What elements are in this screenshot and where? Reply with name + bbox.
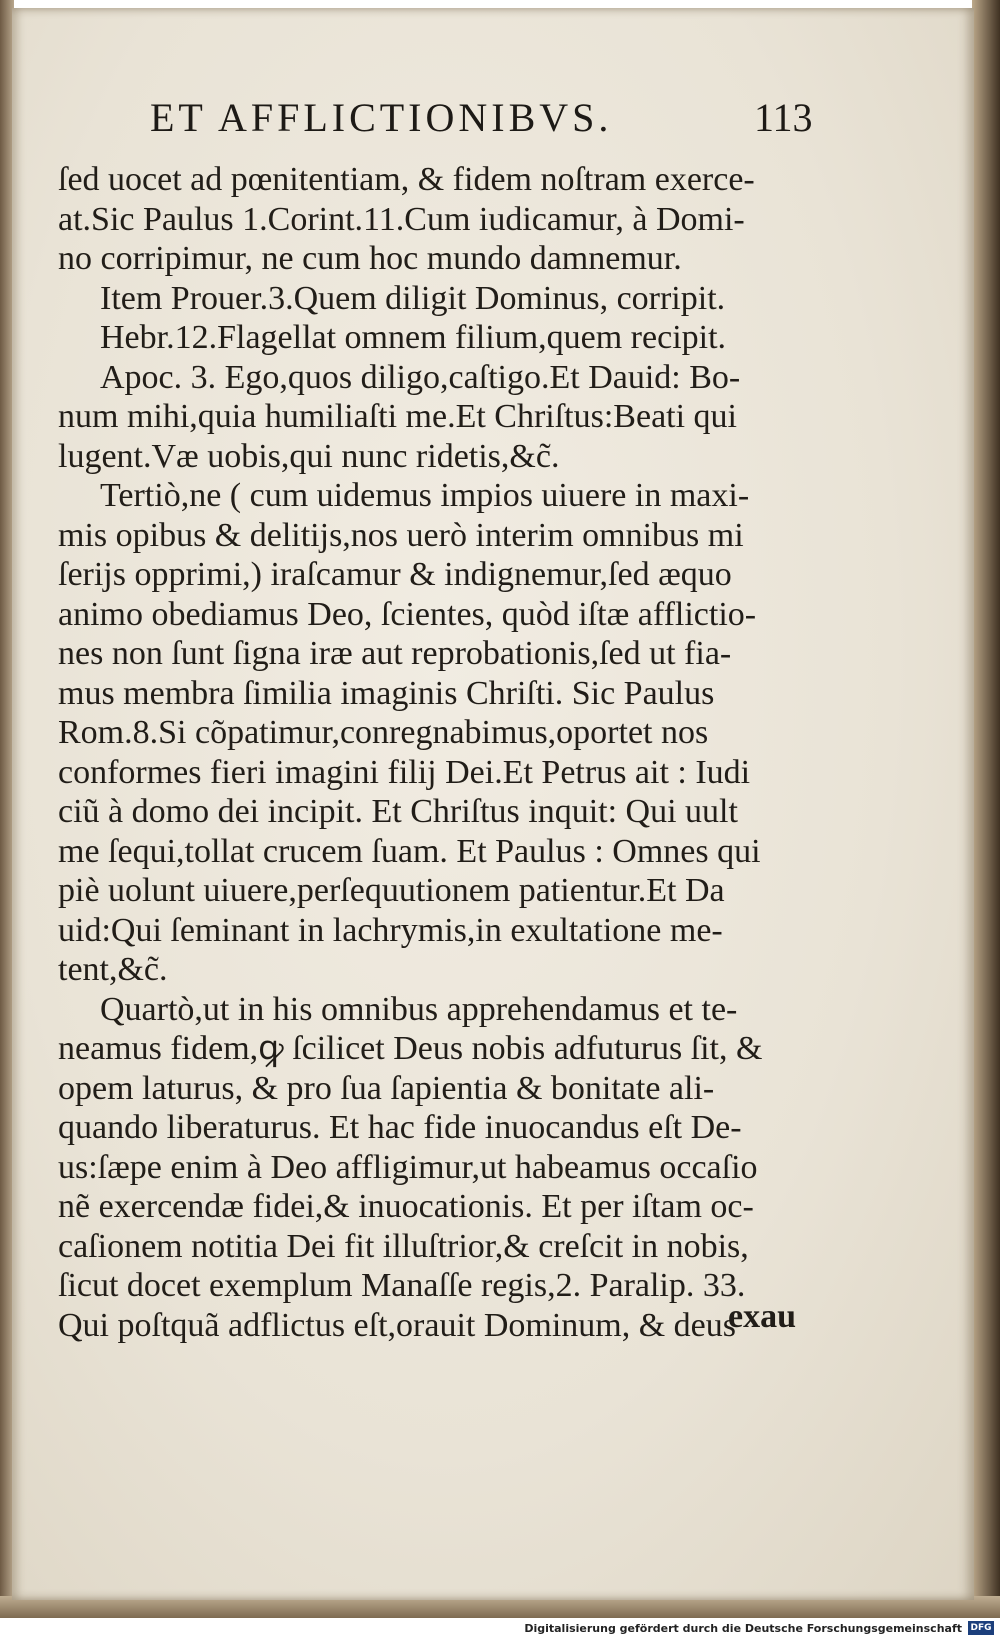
- text-line: Apoc. 3. Ego,quos diligo,caſtigo.Et Dauid: Bo-: [100, 358, 741, 396]
- text-line: uid:Qui ſeminant in lachrymis,in exultatione me-: [58, 911, 723, 949]
- text-line: mus membra ſimilia imaginis Chriſti. Sic Paulus: [58, 674, 715, 712]
- dfg-logo-icon: DFG: [968, 1621, 994, 1635]
- text-line: Tertiò,ne ( cum uidemus impios uiuere in maxi-: [100, 477, 750, 514]
- text-line: ſicut docet exemplum Manaſſe regis,2. Paralip. 33.: [58, 1267, 746, 1304]
- text-line: at.Sic Paulus 1.Corint.11.Cum iudicamur, à Domi-: [58, 200, 745, 238]
- catchword: exau: [728, 1298, 796, 1335]
- text-line: tent,&c̃.: [58, 951, 168, 988]
- text-line: lugent.Væ uobis,qui nunc ridetis,&c̃.: [58, 437, 560, 475]
- text-line: neamus fidem,ꝙ ſcilicet Deus nobis adfuturus ſit, &: [58, 1030, 763, 1067]
- funding-credit: Digitalisierung gefördert durch die Deutsche Forschungsgemeinschaft: [524, 1622, 962, 1635]
- body-text: [58, 160, 806, 1345]
- text-line: piè uolunt uiuere,perſequutionem patientur.Et Da: [58, 872, 725, 909]
- text-line: num mihi,quia humiliaſti me.Et Chriſtus:Beati qui: [58, 398, 738, 435]
- text-line: conformes fieri imagini filij Dei.Et Petrus ait : Iudi: [58, 753, 751, 791]
- digitization-footer: [0, 1618, 1000, 1640]
- text-line: ciũ à domo dei incipit. Et Chriſtus inquit: Qui uult: [58, 793, 738, 830]
- book-edge-right: [972, 0, 1000, 1618]
- text-line: Quartò,ut in his omnibus apprehendamus et te-: [100, 990, 738, 1028]
- text-line: ſed uocet ad pœnitentiam, & fidem noſtram exerce-: [58, 161, 755, 198]
- running-title: ET AFFLICTIONIBVS.: [150, 95, 613, 140]
- text-line: me ſequi,tollat crucem ſuam. Et Paulus : Omnes qui: [58, 832, 761, 870]
- text-line: Qui poſtquã adflictus eſt,orauit Dominum, & deus: [58, 1306, 737, 1344]
- book-page: [12, 8, 974, 1600]
- text-line: Hebr.12.Flagellat omnem filium,quem recipit.: [100, 319, 727, 356]
- text-line: animo obediamus Deo, ſcientes, quòd iſtæ afflictio-: [58, 595, 757, 633]
- text-line: quando liberaturus. Et hac fide inuocandus eſt De-: [58, 1109, 742, 1146]
- text-line: opem laturus, & pro ſua ſapientia & bonitate ali-: [58, 1069, 715, 1107]
- text-line: us:ſæpe enim à Deo affligimur,ut habeamus occaſio: [58, 1148, 758, 1186]
- text-line: Item Prouer.3.Quem diligit Dominus, corripit.: [100, 279, 726, 317]
- text-line: caſionem notitia Dei fit illuſtrior,& creſcit in nobis,: [58, 1227, 749, 1265]
- text-line: no corripimur, ne cum hoc mundo damnemur.: [58, 240, 682, 277]
- text-line: nẽ exercendæ fidei,& inuocationis. Et per iſtam oc-: [58, 1188, 754, 1225]
- text-line: mis opibus & delitijs,nos uerò interim omnibus mi: [58, 516, 744, 554]
- text-line: ſerijs opprimi,) iraſcamur & indignemur,ſed æquo: [58, 556, 732, 593]
- text-line: Rom.8.Si cõpatimur,conregnabimus,oportet nos: [58, 714, 709, 751]
- page-number: 113: [754, 95, 813, 140]
- text-line: nes non ſunt ſigna iræ aut reprobationis,ſed ut fia-: [58, 635, 732, 672]
